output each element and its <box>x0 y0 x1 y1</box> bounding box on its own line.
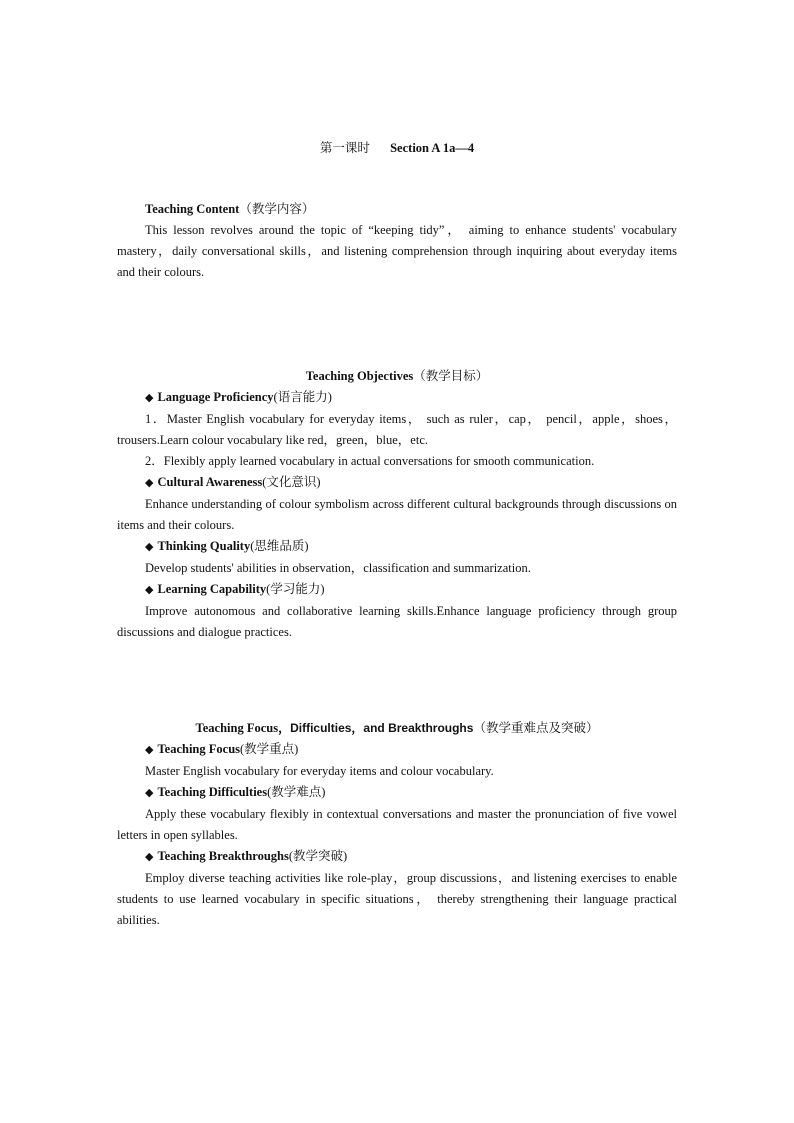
thinking-quality-heading-en: Thinking Quality <box>157 539 251 553</box>
teaching-objectives-heading-en: Teaching Objectives <box>305 369 414 383</box>
language-proficiency-heading-cn: (语言能力) <box>273 390 332 404</box>
diamond-bullet-icon: ◆ <box>145 541 154 553</box>
thinking-quality-body: Develop students' abilities in observation，classification and summarization. <box>145 561 531 575</box>
teaching-breakthroughs-heading-cn: (教学突破) <box>288 849 348 863</box>
teaching-focus-section-heading-part1: Teaching Focus <box>195 721 279 735</box>
cultural-awareness-heading-en: Cultural Awareness <box>157 475 263 489</box>
teaching-focus-section-heading-part2: ，Difficulties，and Breakthroughs <box>278 721 474 735</box>
teaching-objectives-section <box>117 366 677 643</box>
diamond-bullet-icon: ◆ <box>145 477 154 489</box>
teaching-focus-heading <box>145 739 677 761</box>
language-proficiency-item-1: 1．Master English vocabulary for everyday items， such as ruler，cap， pencil，apple，shoes，trousers.Learn colour vocabulary like red，green，blue，etc. <box>117 412 677 447</box>
lesson-title <box>117 138 677 159</box>
diamond-bullet-icon: ◆ <box>145 584 154 596</box>
teaching-content-heading <box>145 199 677 220</box>
cultural-awareness-heading <box>145 472 677 494</box>
learning-capability-heading <box>145 579 677 601</box>
thinking-quality-heading-cn: (思维品质) <box>250 539 309 553</box>
teaching-difficulties-heading-en: Teaching Difficulties <box>157 785 268 799</box>
teaching-content-heading-cn: （教学内容） <box>239 202 315 216</box>
learning-capability-body: Improve autonomous and collaborative learning skills.Enhance language proficiency through group discussions and dialogue practices. <box>117 604 677 639</box>
teaching-focus-section-heading-cn: （教学重难点及突破） <box>473 721 599 735</box>
teaching-content-body: This lesson revolves around the topic of “keeping tidy”， aiming to enhance students' vocabulary mastery，daily conversational skills，and listening comprehension through inquiring about everyday items and their colours. <box>117 223 677 279</box>
diamond-bullet-icon: ◆ <box>145 851 154 863</box>
teaching-objectives-heading-cn: （教学目标） <box>413 369 489 383</box>
lesson-period: 第一课时 <box>319 141 370 155</box>
teaching-objectives-heading <box>117 366 677 387</box>
teaching-breakthroughs-body: Employ diverse teaching activities like role-play，group discussions，and listening exercises to enable students to use learned vocabulary in specific situations， thereby strengthening their language practical abilities. <box>117 871 677 927</box>
teaching-difficulties-heading-cn: (教学难点) <box>267 785 326 799</box>
teaching-focus-heading-en: Teaching Focus <box>157 742 241 756</box>
teaching-content-section <box>117 199 677 283</box>
language-proficiency-heading <box>145 387 677 409</box>
teaching-focus-section-heading <box>117 718 677 739</box>
teaching-focus-body: Master English vocabulary for everyday items and colour vocabulary. <box>145 764 494 778</box>
learning-capability-heading-en: Learning Capability <box>157 582 267 596</box>
teaching-difficulties-heading <box>145 782 677 804</box>
teaching-focus-section <box>117 718 677 931</box>
teaching-focus-heading-cn: (教学重点) <box>240 742 299 756</box>
teaching-content-heading-en: Teaching Content <box>145 202 240 216</box>
cultural-awareness-body: Enhance understanding of colour symbolism across different cultural backgrounds through discussions on items and their colours. <box>117 497 677 532</box>
language-proficiency-heading-en: Language Proficiency <box>157 390 274 404</box>
diamond-bullet-icon: ◆ <box>145 787 154 799</box>
thinking-quality-heading <box>145 536 677 558</box>
lesson-section: Section A 1a—4 <box>390 141 475 155</box>
learning-capability-heading-cn: (学习能力) <box>266 582 325 596</box>
diamond-bullet-icon: ◆ <box>145 744 154 756</box>
teaching-breakthroughs-heading <box>145 846 677 868</box>
teaching-difficulties-body: Apply these vocabulary flexibly in contextual conversations and master the pronunciation of five vowel letters in open syllables. <box>117 807 677 842</box>
diamond-bullet-icon: ◆ <box>145 392 154 404</box>
teaching-breakthroughs-heading-en: Teaching Breakthroughs <box>157 849 289 863</box>
cultural-awareness-heading-cn: (文化意识) <box>262 475 321 489</box>
language-proficiency-item-2: 2．Flexibly apply learned vocabulary in actual conversations for smooth communication. <box>145 454 595 468</box>
